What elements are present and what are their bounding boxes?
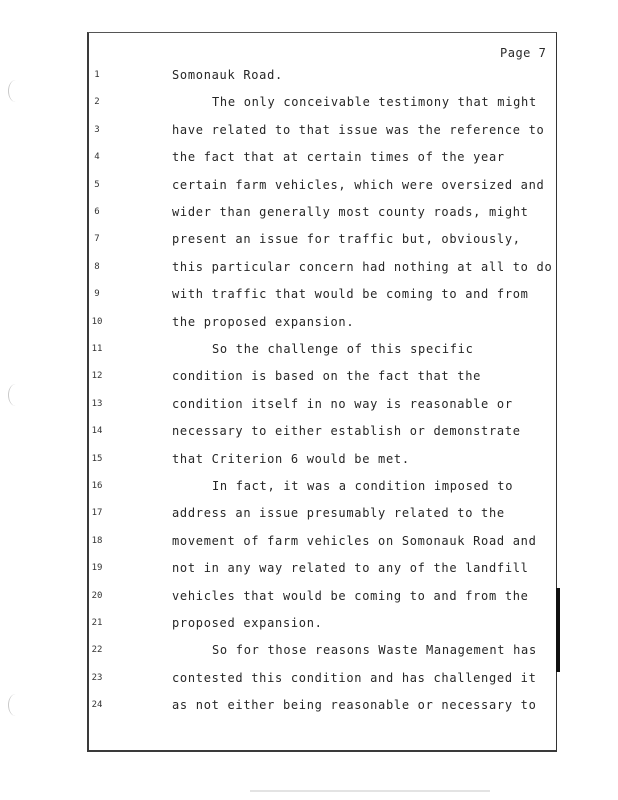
- line-number: 15: [91, 453, 103, 464]
- transcript-line: wider than generally most county roads, might: [172, 205, 529, 219]
- transcript-line: necessary to either establish or demonstrate: [172, 424, 521, 439]
- line-number: 14: [91, 426, 103, 437]
- transcript-line: movement of farm vehicles on Somonauk Road and: [172, 533, 537, 548]
- line-number: 9: [94, 289, 100, 300]
- transcript-line: So the challenge of this specific: [212, 342, 474, 356]
- line-number: 4: [94, 152, 100, 163]
- transcript-line: that Criterion 6 would be met.: [172, 451, 410, 466]
- transcript-line: In fact, it was a condition imposed to: [212, 479, 514, 493]
- transcript-line: contested this condition and has challenged it: [172, 670, 537, 685]
- line-number: 22: [91, 645, 103, 656]
- line-number: 24: [91, 700, 103, 711]
- line-number: 13: [91, 398, 103, 409]
- punch-hole-middle: [8, 384, 23, 406]
- transcript-line: as not either being reasonable or necessary to: [172, 698, 537, 713]
- punch-hole-bottom: [8, 694, 23, 716]
- line-number: 8: [94, 261, 100, 272]
- transcript-line: have related to that issue was the reference to: [172, 122, 545, 137]
- transcript-line: the fact that at certain times of the year: [172, 150, 505, 165]
- line-number: 6: [94, 207, 100, 217]
- transcript-line: The only conceivable testimony that might: [212, 95, 537, 110]
- line-number: 10: [91, 316, 103, 327]
- line-number: 20: [91, 590, 103, 601]
- transcript-line: certain farm vehicles, which were oversized and: [172, 177, 545, 192]
- line-number: 16: [91, 481, 103, 491]
- line-number: 23: [91, 672, 103, 683]
- transcript-line: So for those reasons Waste Management has: [212, 643, 537, 658]
- transcript-line: present an issue for traffic but, obviously,: [172, 232, 521, 247]
- transcript-line: with traffic that would be coming to and from: [172, 287, 529, 302]
- transcript-line: address an issue presumably related to the: [172, 506, 505, 521]
- punch-hole-top: [8, 80, 23, 102]
- line-number: 19: [91, 563, 103, 574]
- page-number: Page 7: [500, 46, 547, 60]
- transcript-line: Somonauk Road.: [172, 68, 283, 82]
- line-number: 7: [94, 234, 100, 245]
- line-number: 3: [94, 124, 100, 135]
- line-number: 1: [94, 70, 100, 80]
- line-number: 17: [91, 508, 103, 519]
- line-number: 5: [94, 179, 100, 190]
- transcript-line: proposed expansion.: [172, 616, 323, 630]
- line-number: 11: [91, 344, 103, 354]
- line-number: 21: [91, 618, 103, 628]
- transcript-line: condition itself in no way is reasonable or: [172, 396, 513, 411]
- line-number: 18: [91, 535, 103, 546]
- line-number: 2: [94, 97, 100, 108]
- line-number: 12: [91, 371, 103, 382]
- scan-shadow: [250, 790, 490, 792]
- transcript-line: not in any way related to any of the landfill: [172, 561, 529, 576]
- transcript-line: this particular concern had nothing at all to do: [172, 259, 553, 274]
- margin-scan-bar: [556, 588, 560, 672]
- transcript-line: the proposed expansion.: [172, 314, 355, 329]
- transcript-line: condition is based on the fact that the: [172, 369, 482, 384]
- transcript-line: vehicles that would be coming to and from the: [172, 588, 529, 603]
